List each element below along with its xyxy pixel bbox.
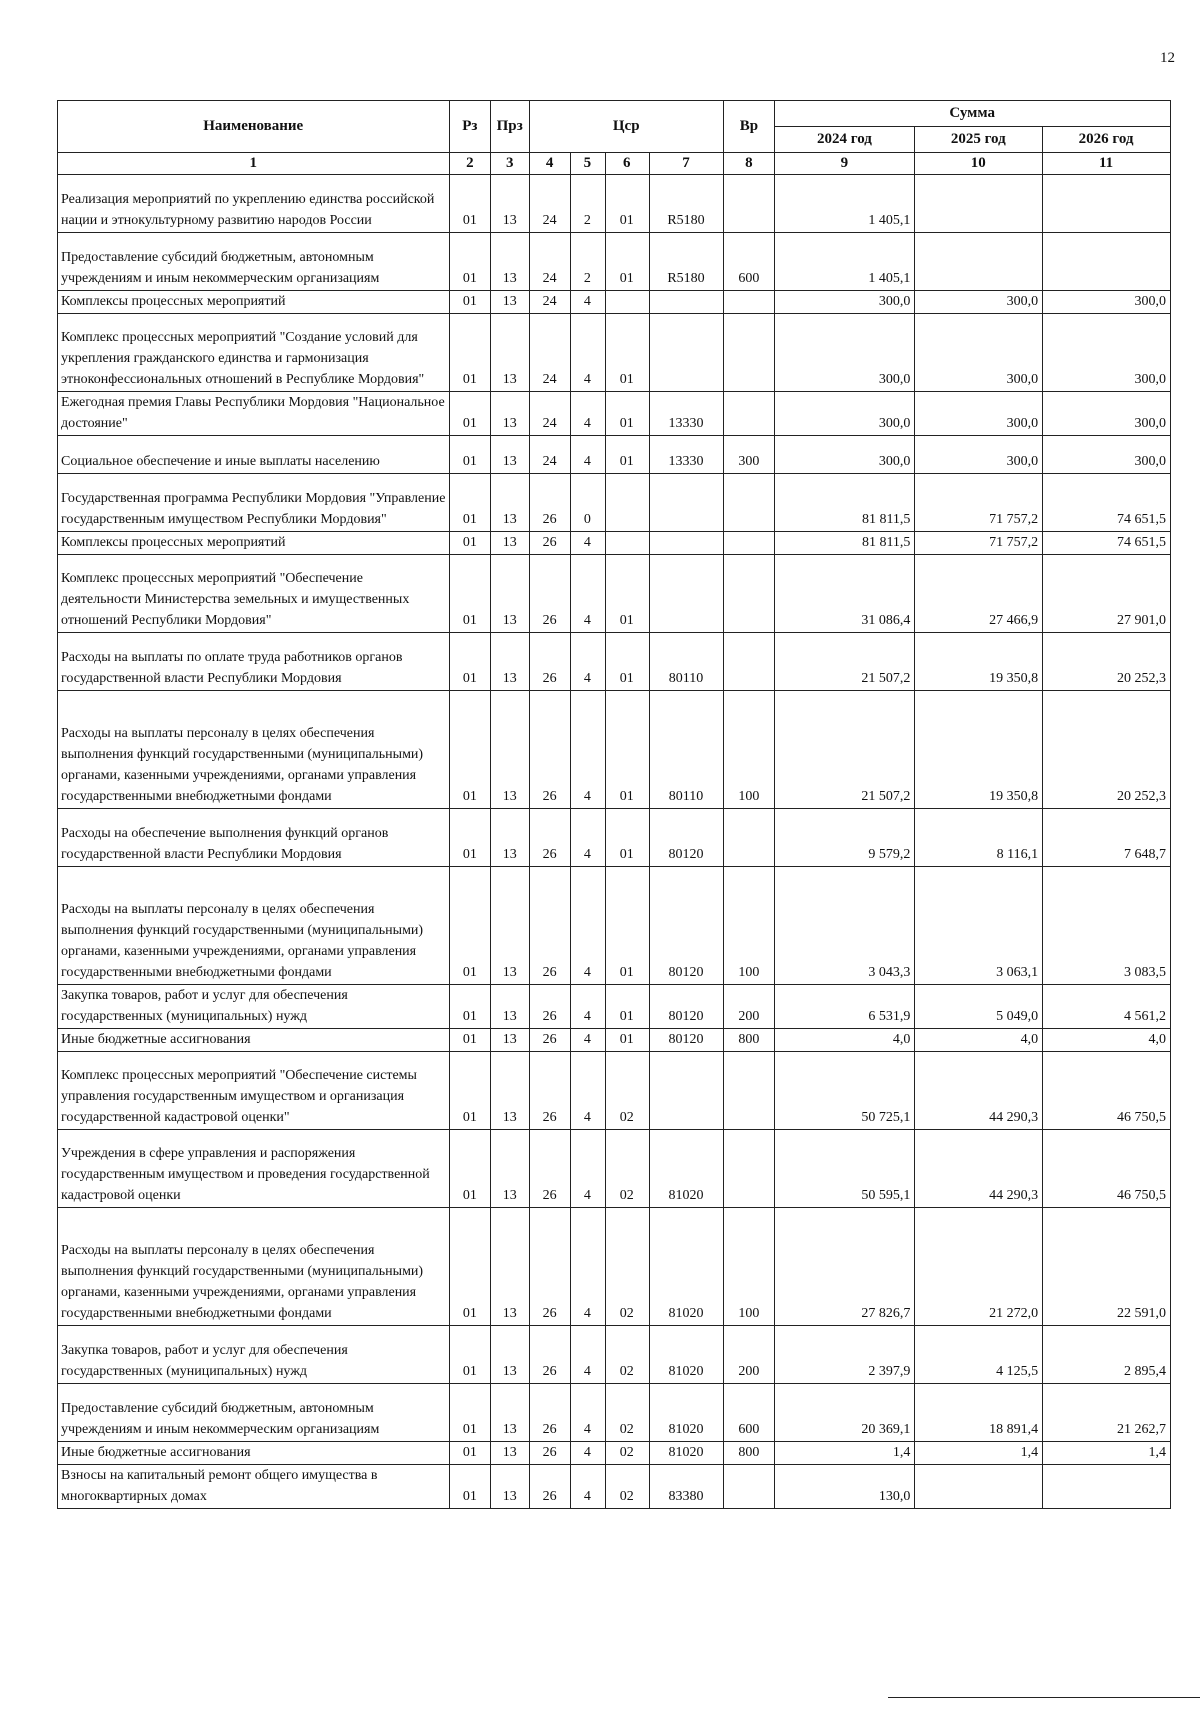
column-number: 7 (649, 153, 724, 175)
row-sum-2025: 44 290,3 (915, 1130, 1043, 1208)
row-csr-program: 24 (530, 314, 571, 392)
row-csr-subprogram: 4 (571, 1052, 606, 1130)
row-prz: 13 (491, 291, 530, 314)
row-csr-program: 26 (530, 474, 571, 532)
row-sum-2024: 50 725,1 (775, 1052, 915, 1130)
row-sum-2025: 300,0 (915, 436, 1043, 474)
row-name: Реализация мероприятий по укреплению единства российской нации и этнокультурному развитию народов России (58, 175, 450, 233)
row-sum-2026: 7 648,7 (1043, 809, 1171, 867)
row-sum-2026: 21 262,7 (1043, 1384, 1171, 1442)
row-csr-subprogram: 4 (571, 1029, 606, 1052)
column-number: 8 (724, 153, 775, 175)
column-number: 1 (58, 153, 450, 175)
row-rz: 01 (450, 1130, 491, 1208)
column-number: 11 (1043, 153, 1171, 175)
row-csr-event: 01 (605, 633, 649, 691)
row-sum-2026: 74 651,5 (1043, 474, 1171, 532)
row-vr (724, 392, 775, 436)
column-number: 10 (915, 153, 1043, 175)
row-prz: 13 (491, 1130, 530, 1208)
row-csr-program: 24 (530, 436, 571, 474)
row-csr-subprogram: 4 (571, 1130, 606, 1208)
row-sum-2025: 44 290,3 (915, 1052, 1043, 1130)
row-sum-2025: 18 891,4 (915, 1384, 1043, 1442)
row-csr-direction: 83380 (649, 1465, 724, 1509)
row-sum-2026 (1043, 175, 1171, 233)
header-year-2025: 2025 год (915, 127, 1043, 153)
table-row (58, 985, 1171, 1029)
row-csr-event: 01 (605, 436, 649, 474)
table-row (58, 1465, 1171, 1509)
row-csr-subprogram: 2 (571, 175, 606, 233)
row-csr-event (605, 474, 649, 532)
row-sum-2024: 4,0 (775, 1029, 915, 1052)
row-csr-direction: 80120 (649, 1029, 724, 1052)
row-vr (724, 1052, 775, 1130)
row-csr-event: 01 (605, 867, 649, 985)
row-sum-2024: 9 579,2 (775, 809, 915, 867)
row-sum-2026: 20 252,3 (1043, 633, 1171, 691)
row-sum-2024: 300,0 (775, 291, 915, 314)
row-vr (724, 474, 775, 532)
row-prz: 13 (491, 1465, 530, 1509)
row-sum-2026: 1,4 (1043, 1442, 1171, 1465)
row-csr-direction (649, 314, 724, 392)
header-year-2024: 2024 год (775, 127, 915, 153)
row-csr-program: 24 (530, 392, 571, 436)
row-csr-direction: 81020 (649, 1384, 724, 1442)
row-sum-2026 (1043, 1465, 1171, 1509)
row-name: Расходы на обеспечение выполнения функций органов государственной власти Республики Мордовия (58, 809, 450, 867)
column-number: 6 (605, 153, 649, 175)
table-row (58, 691, 1171, 809)
table-row (58, 314, 1171, 392)
row-csr-subprogram: 4 (571, 1326, 606, 1384)
row-rz: 01 (450, 291, 491, 314)
row-sum-2025: 27 466,9 (915, 555, 1043, 633)
row-csr-subprogram: 4 (571, 867, 606, 985)
row-name: Расходы на выплаты персоналу в целях обеспечения выполнения функций государственными (муниципальными) органами, казенными учреждениями, органами управления государственными внебюджетными фондами (58, 691, 450, 809)
row-vr: 100 (724, 691, 775, 809)
row-csr-direction: 80120 (649, 809, 724, 867)
row-sum-2024: 130,0 (775, 1465, 915, 1509)
row-csr-program: 26 (530, 985, 571, 1029)
row-csr-event (605, 532, 649, 555)
row-csr-direction (649, 555, 724, 633)
row-vr: 800 (724, 1442, 775, 1465)
row-rz: 01 (450, 436, 491, 474)
row-vr (724, 532, 775, 555)
row-csr-direction: 81020 (649, 1130, 724, 1208)
row-csr-program: 26 (530, 809, 571, 867)
header-vr: Вр (724, 101, 775, 153)
row-rz: 01 (450, 532, 491, 555)
row-csr-event: 02 (605, 1442, 649, 1465)
row-csr-program: 26 (530, 1029, 571, 1052)
row-csr-direction: 80120 (649, 985, 724, 1029)
row-name: Комплекс процессных мероприятий "Создание условий для укрепления гражданского единства и гармонизация этноконфессиональных отношений в Республике Мордовия" (58, 314, 450, 392)
row-rz: 01 (450, 633, 491, 691)
row-sum-2026: 27 901,0 (1043, 555, 1171, 633)
row-csr-subprogram: 4 (571, 809, 606, 867)
row-sum-2026 (1043, 233, 1171, 291)
row-csr-subprogram: 4 (571, 392, 606, 436)
row-csr-direction (649, 474, 724, 532)
row-prz: 13 (491, 532, 530, 555)
row-csr-event: 01 (605, 1029, 649, 1052)
row-csr-program: 26 (530, 1130, 571, 1208)
row-sum-2024: 6 531,9 (775, 985, 915, 1029)
row-sum-2024: 300,0 (775, 436, 915, 474)
row-sum-2024: 300,0 (775, 392, 915, 436)
row-name: Комплекс процессных мероприятий "Обеспечение деятельности Министерства земельных и имущественных отношений Республики Мордовия" (58, 555, 450, 633)
row-csr-event: 01 (605, 985, 649, 1029)
table-row (58, 809, 1171, 867)
row-csr-direction: 80110 (649, 633, 724, 691)
row-rz: 01 (450, 1029, 491, 1052)
row-csr-program: 26 (530, 555, 571, 633)
column-number: 3 (491, 153, 530, 175)
row-csr-event: 01 (605, 314, 649, 392)
row-sum-2026: 4,0 (1043, 1029, 1171, 1052)
row-csr-program: 24 (530, 291, 571, 314)
row-sum-2024: 300,0 (775, 314, 915, 392)
row-sum-2025: 3 063,1 (915, 867, 1043, 985)
table-row (58, 175, 1171, 233)
row-name: Комплексы процессных мероприятий (58, 291, 450, 314)
row-csr-direction: 13330 (649, 436, 724, 474)
row-csr-subprogram: 4 (571, 1442, 606, 1465)
row-sum-2025 (915, 1465, 1043, 1509)
row-csr-direction: 81020 (649, 1326, 724, 1384)
row-prz: 13 (491, 867, 530, 985)
row-csr-subprogram: 4 (571, 291, 606, 314)
row-sum-2025 (915, 233, 1043, 291)
row-sum-2024: 3 043,3 (775, 867, 915, 985)
row-csr-event: 01 (605, 809, 649, 867)
row-sum-2024: 50 595,1 (775, 1130, 915, 1208)
row-rz: 01 (450, 691, 491, 809)
row-name: Расходы на выплаты по оплате труда работников органов государственной власти Республики Мордовия (58, 633, 450, 691)
row-sum-2026: 300,0 (1043, 291, 1171, 314)
header-prz: Прз (491, 101, 530, 153)
table-row (58, 392, 1171, 436)
table-body (58, 175, 1171, 1509)
row-rz: 01 (450, 175, 491, 233)
column-number: 4 (530, 153, 571, 175)
row-rz: 01 (450, 474, 491, 532)
row-prz: 13 (491, 1384, 530, 1442)
row-prz: 13 (491, 985, 530, 1029)
row-csr-program: 24 (530, 175, 571, 233)
row-name: Закупка товаров, работ и услуг для обеспечения государственных (муниципальных) нужд (58, 1326, 450, 1384)
row-name: Ежегодная премия Главы Республики Мордовия "Национальное достояние" (58, 392, 450, 436)
row-rz: 01 (450, 809, 491, 867)
row-prz: 13 (491, 691, 530, 809)
row-csr-program: 26 (530, 1384, 571, 1442)
row-csr-program: 26 (530, 1326, 571, 1384)
table-row (58, 555, 1171, 633)
row-name: Комплекс процессных мероприятий "Обеспечение системы управления государственным имуществом и организация государственной кадастровой оценки" (58, 1052, 450, 1130)
row-sum-2024: 20 369,1 (775, 1384, 915, 1442)
header-sum: Сумма (775, 101, 1171, 127)
row-csr-program: 24 (530, 233, 571, 291)
table-row (58, 474, 1171, 532)
table-row (58, 867, 1171, 985)
row-csr-direction: R5180 (649, 233, 724, 291)
row-rz: 01 (450, 1208, 491, 1326)
row-csr-event: 01 (605, 691, 649, 809)
row-sum-2024: 1 405,1 (775, 233, 915, 291)
row-sum-2025: 300,0 (915, 314, 1043, 392)
row-csr-direction: R5180 (649, 175, 724, 233)
row-csr-event: 01 (605, 555, 649, 633)
row-name: Закупка товаров, работ и услуг для обеспечения государственных (муниципальных) нужд (58, 985, 450, 1029)
row-rz: 01 (450, 1384, 491, 1442)
row-prz: 13 (491, 555, 530, 633)
row-name: Иные бюджетные ассигнования (58, 1029, 450, 1052)
bottom-divider (888, 1697, 1200, 1698)
row-vr: 600 (724, 1384, 775, 1442)
table-row (58, 1442, 1171, 1465)
row-vr: 200 (724, 985, 775, 1029)
table-row (58, 1208, 1171, 1326)
row-sum-2026: 20 252,3 (1043, 691, 1171, 809)
row-prz: 13 (491, 1052, 530, 1130)
row-rz: 01 (450, 555, 491, 633)
row-prz: 13 (491, 233, 530, 291)
row-rz: 01 (450, 1442, 491, 1465)
row-csr-direction (649, 291, 724, 314)
row-sum-2025 (915, 175, 1043, 233)
row-name: Расходы на выплаты персоналу в целях обеспечения выполнения функций государственными (муниципальными) органами, казенными учреждениями, органами управления государственными внебюджетными фондами (58, 1208, 450, 1326)
header-name: Наименование (58, 101, 450, 153)
row-sum-2026: 46 750,5 (1043, 1052, 1171, 1130)
row-sum-2026: 4 561,2 (1043, 985, 1171, 1029)
row-csr-program: 26 (530, 1052, 571, 1130)
row-rz: 01 (450, 867, 491, 985)
row-csr-subprogram: 4 (571, 985, 606, 1029)
row-sum-2024: 31 086,4 (775, 555, 915, 633)
row-csr-event: 02 (605, 1384, 649, 1442)
row-csr-direction: 81020 (649, 1442, 724, 1465)
row-csr-subprogram: 4 (571, 1384, 606, 1442)
row-rz: 01 (450, 233, 491, 291)
header-year-2026: 2026 год (1043, 127, 1171, 153)
row-prz: 13 (491, 436, 530, 474)
row-sum-2025: 1,4 (915, 1442, 1043, 1465)
row-vr (724, 175, 775, 233)
row-name: Иные бюджетные ассигнования (58, 1442, 450, 1465)
row-rz: 01 (450, 392, 491, 436)
row-rz: 01 (450, 985, 491, 1029)
row-vr: 200 (724, 1326, 775, 1384)
row-sum-2024: 27 826,7 (775, 1208, 915, 1326)
row-csr-program: 26 (530, 1208, 571, 1326)
row-vr (724, 809, 775, 867)
row-sum-2025: 4 125,5 (915, 1326, 1043, 1384)
table-row (58, 633, 1171, 691)
row-prz: 13 (491, 1326, 530, 1384)
row-csr-direction: 80110 (649, 691, 724, 809)
row-vr: 300 (724, 436, 775, 474)
row-sum-2024: 21 507,2 (775, 691, 915, 809)
row-prz: 13 (491, 1442, 530, 1465)
row-sum-2025: 5 049,0 (915, 985, 1043, 1029)
row-vr: 100 (724, 867, 775, 985)
row-sum-2024: 81 811,5 (775, 532, 915, 555)
row-csr-event: 01 (605, 233, 649, 291)
row-csr-event: 02 (605, 1130, 649, 1208)
row-rz: 01 (450, 1465, 491, 1509)
row-vr: 600 (724, 233, 775, 291)
column-number: 9 (775, 153, 915, 175)
row-vr (724, 291, 775, 314)
row-rz: 01 (450, 1326, 491, 1384)
row-name: Социальное обеспечение и иные выплаты населению (58, 436, 450, 474)
table-row (58, 1029, 1171, 1052)
row-sum-2025: 300,0 (915, 291, 1043, 314)
row-name: Предоставление субсидий бюджетным, автономным учреждениям и иным некоммерческим организациям (58, 1384, 450, 1442)
row-csr-subprogram: 4 (571, 633, 606, 691)
row-prz: 13 (491, 1208, 530, 1326)
column-numbers-row (58, 153, 1171, 175)
row-csr-subprogram: 4 (571, 691, 606, 809)
row-sum-2024: 81 811,5 (775, 474, 915, 532)
row-csr-program: 26 (530, 633, 571, 691)
row-sum-2025: 300,0 (915, 392, 1043, 436)
row-sum-2025: 21 272,0 (915, 1208, 1043, 1326)
row-vr: 100 (724, 1208, 775, 1326)
row-csr-program: 26 (530, 1465, 571, 1509)
row-name: Расходы на выплаты персоналу в целях обеспечения выполнения функций государственными (муниципальными) органами, казенными учреждениями, органами управления государственными внебюджетными фондами (58, 867, 450, 985)
row-csr-subprogram: 4 (571, 532, 606, 555)
row-name: Предоставление субсидий бюджетным, автономным учреждениям и иным некоммерческим организациям (58, 233, 450, 291)
row-sum-2024: 2 397,9 (775, 1326, 915, 1384)
page-number: 12 (1160, 50, 1175, 66)
row-csr-event: 02 (605, 1052, 649, 1130)
row-name: Государственная программа Республики Мордовия "Управление государственным имуществом Республики Мордовия" (58, 474, 450, 532)
row-sum-2026: 300,0 (1043, 314, 1171, 392)
column-number: 5 (571, 153, 606, 175)
row-prz: 13 (491, 314, 530, 392)
row-prz: 13 (491, 1029, 530, 1052)
row-sum-2025: 19 350,8 (915, 633, 1043, 691)
row-csr-direction: 13330 (649, 392, 724, 436)
row-csr-event: 02 (605, 1208, 649, 1326)
row-prz: 13 (491, 474, 530, 532)
row-sum-2026: 46 750,5 (1043, 1130, 1171, 1208)
column-number: 2 (450, 153, 491, 175)
row-vr (724, 314, 775, 392)
row-csr-program: 26 (530, 1442, 571, 1465)
row-csr-subprogram: 4 (571, 1208, 606, 1326)
row-prz: 13 (491, 392, 530, 436)
row-sum-2026: 3 083,5 (1043, 867, 1171, 985)
row-csr-event: 02 (605, 1326, 649, 1384)
row-csr-subprogram: 4 (571, 555, 606, 633)
table-row (58, 233, 1171, 291)
row-sum-2024: 1 405,1 (775, 175, 915, 233)
table-row (58, 1130, 1171, 1208)
row-sum-2025: 71 757,2 (915, 474, 1043, 532)
row-sum-2024: 1,4 (775, 1442, 915, 1465)
table-row (58, 1384, 1171, 1442)
table-row (58, 532, 1171, 555)
row-rz: 01 (450, 1052, 491, 1130)
row-csr-event: 02 (605, 1465, 649, 1509)
row-csr-subprogram: 4 (571, 1465, 606, 1509)
row-sum-2026: 74 651,5 (1043, 532, 1171, 555)
header-rz: Рз (450, 101, 491, 153)
row-csr-direction (649, 1052, 724, 1130)
row-rz: 01 (450, 314, 491, 392)
table-row (58, 436, 1171, 474)
header-csr: Цср (530, 101, 724, 153)
row-csr-subprogram: 4 (571, 314, 606, 392)
row-vr (724, 555, 775, 633)
row-csr-direction: 80120 (649, 867, 724, 985)
row-sum-2024: 21 507,2 (775, 633, 915, 691)
row-sum-2025: 19 350,8 (915, 691, 1043, 809)
row-csr-direction (649, 532, 724, 555)
row-csr-subprogram: 0 (571, 474, 606, 532)
row-sum-2026: 2 895,4 (1043, 1326, 1171, 1384)
table-row (58, 291, 1171, 314)
row-sum-2026: 22 591,0 (1043, 1208, 1171, 1326)
table-row (58, 1326, 1171, 1384)
row-csr-program: 26 (530, 532, 571, 555)
row-sum-2026: 300,0 (1043, 436, 1171, 474)
row-sum-2025: 4,0 (915, 1029, 1043, 1052)
row-csr-event (605, 291, 649, 314)
row-prz: 13 (491, 633, 530, 691)
row-csr-direction: 81020 (649, 1208, 724, 1326)
row-sum-2025: 8 116,1 (915, 809, 1043, 867)
row-vr (724, 1130, 775, 1208)
row-name: Учреждения в сфере управления и распоряжения государственным имуществом и проведения государственной кадастровой оценки (58, 1130, 450, 1208)
row-csr-program: 26 (530, 691, 571, 809)
row-vr (724, 633, 775, 691)
row-name: Комплексы процессных мероприятий (58, 532, 450, 555)
row-csr-subprogram: 2 (571, 233, 606, 291)
row-prz: 13 (491, 175, 530, 233)
row-csr-event: 01 (605, 175, 649, 233)
row-sum-2026: 300,0 (1043, 392, 1171, 436)
row-vr (724, 1465, 775, 1509)
row-vr: 800 (724, 1029, 775, 1052)
row-csr-event: 01 (605, 392, 649, 436)
row-name: Взносы на капитальный ремонт общего имущества в многоквартирных домах (58, 1465, 450, 1509)
table-row (58, 1052, 1171, 1130)
row-prz: 13 (491, 809, 530, 867)
row-csr-subprogram: 4 (571, 436, 606, 474)
row-csr-program: 26 (530, 867, 571, 985)
row-sum-2025: 71 757,2 (915, 532, 1043, 555)
budget-table (57, 100, 1171, 1509)
